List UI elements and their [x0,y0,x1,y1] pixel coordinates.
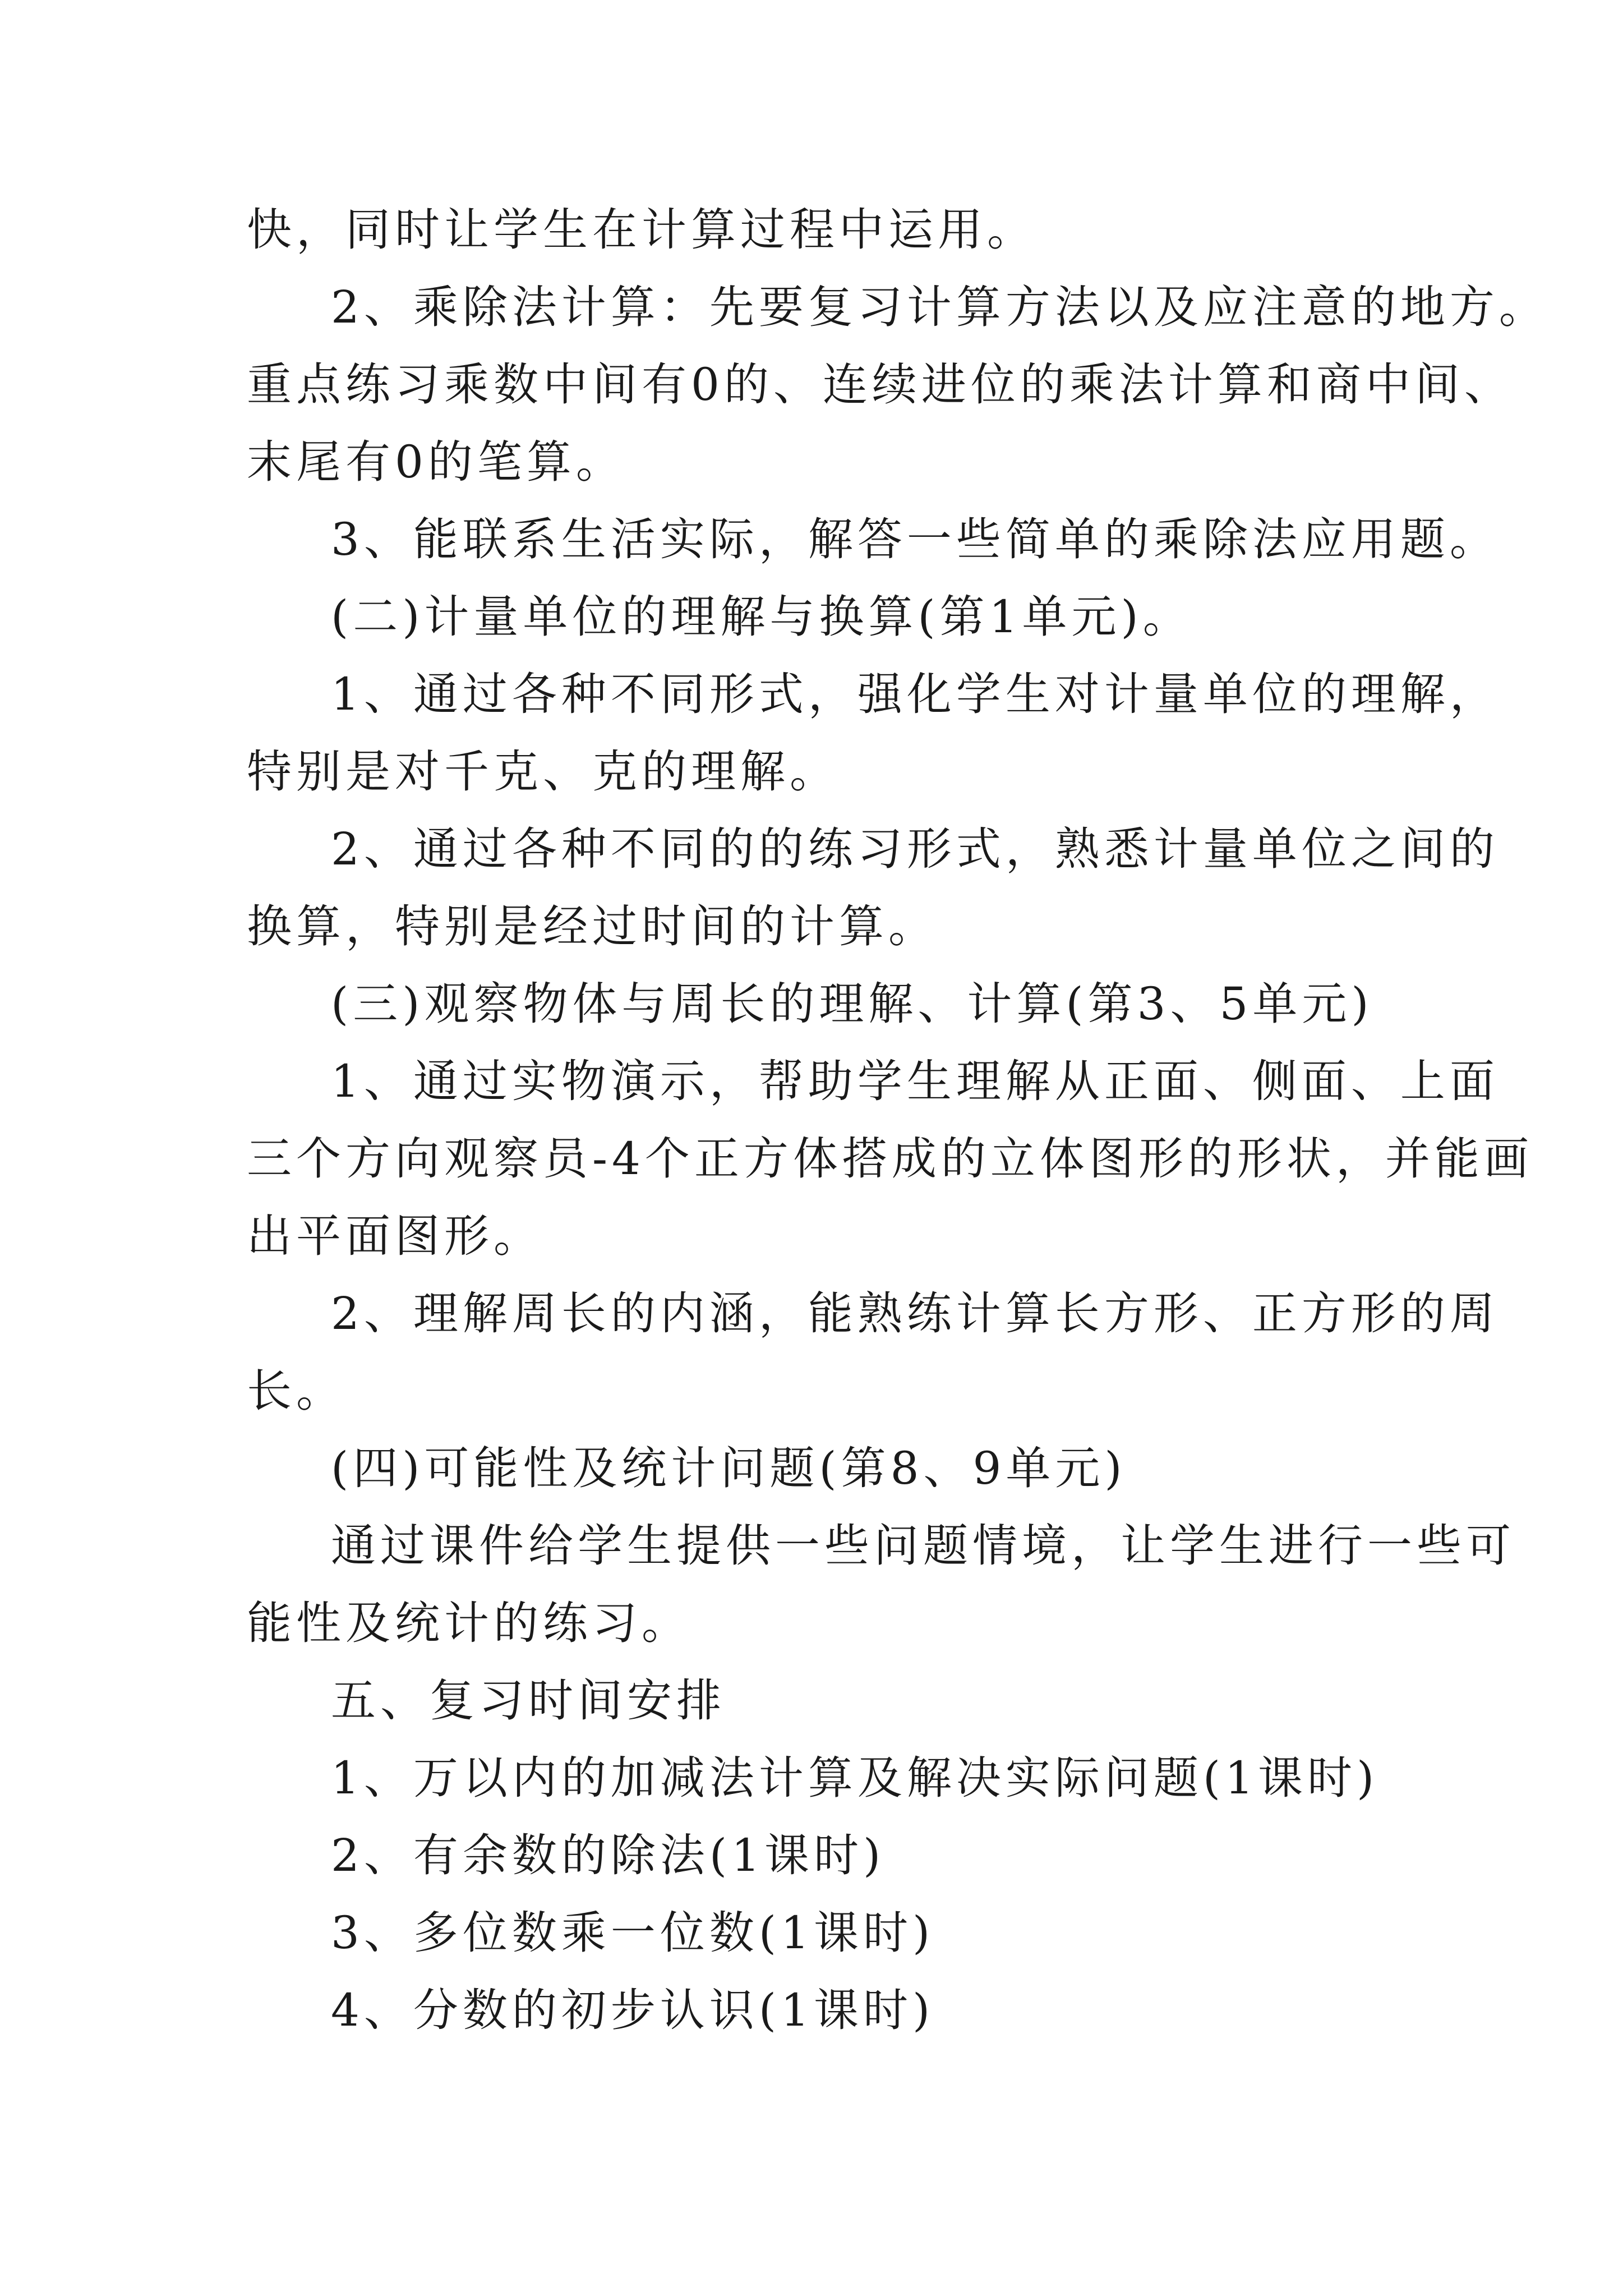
text-line: 快，同时让学生在计算过程中运用。 [247,204,1036,256]
section-heading: (二)计量单位的理解与换算(第1单元)。 [331,591,1192,643]
text-line: 出平面图形。 [247,1210,543,1262]
section-heading: (三)观察物体与周长的理解、计算(第3、5单元) [331,978,1373,1030]
text-line: 三个方向观察员-4个正方体搭成的立体图形的形状，并能画 [247,1133,1533,1185]
text-line: 末尾有0的笔算。 [247,436,625,488]
text-line: 1、通过各种不同形式，强化学生对计量单位的理解， [331,668,1499,720]
text-line: 重点练习乘数中间有0的、连续进位的乘法计算和商中间、 [247,358,1514,411]
list-item: 3、多位数乘一位数(1课时) [331,1907,935,1959]
section-heading: 五、复习时间安排 [331,1674,726,1727]
list-item: 1、万以内的加减法计算及解决实际问题(1课时) [331,1752,1379,1804]
section-heading: (四)可能性及统计问题(第8、9单元) [331,1442,1127,1494]
text-line: 特别是对千克、克的理解。 [247,746,839,798]
text-line: 换算，特别是经过时间的计算。 [247,900,938,953]
list-item: 4、分数的初步认识(1课时) [331,1984,935,2036]
text-line: 通过课件给学生提供一些问题情境，让学生进行一些可 [331,1520,1515,1572]
text-line: 长。 [247,1365,345,1417]
text-line: 2、通过各种不同的的练习形式，熟悉计量单位之间的 [331,823,1499,875]
list-item: 2、有余数的除法(1课时) [331,1829,886,1881]
text-line: 1、通过实物演示，帮助学生理解从正面、侧面、上面 [331,1055,1499,1107]
text-line: 2、乘除法计算：先要复习计算方法以及应注意的地方。 [331,281,1548,333]
text-line: 2、理解周长的内涵，能熟练计算长方形、正方形的周 [331,1287,1499,1340]
text-line: 能性及统计的练习。 [247,1597,691,1649]
text-line: 3、能联系生活实际，解答一些简单的乘除法应用题。 [331,513,1499,565]
